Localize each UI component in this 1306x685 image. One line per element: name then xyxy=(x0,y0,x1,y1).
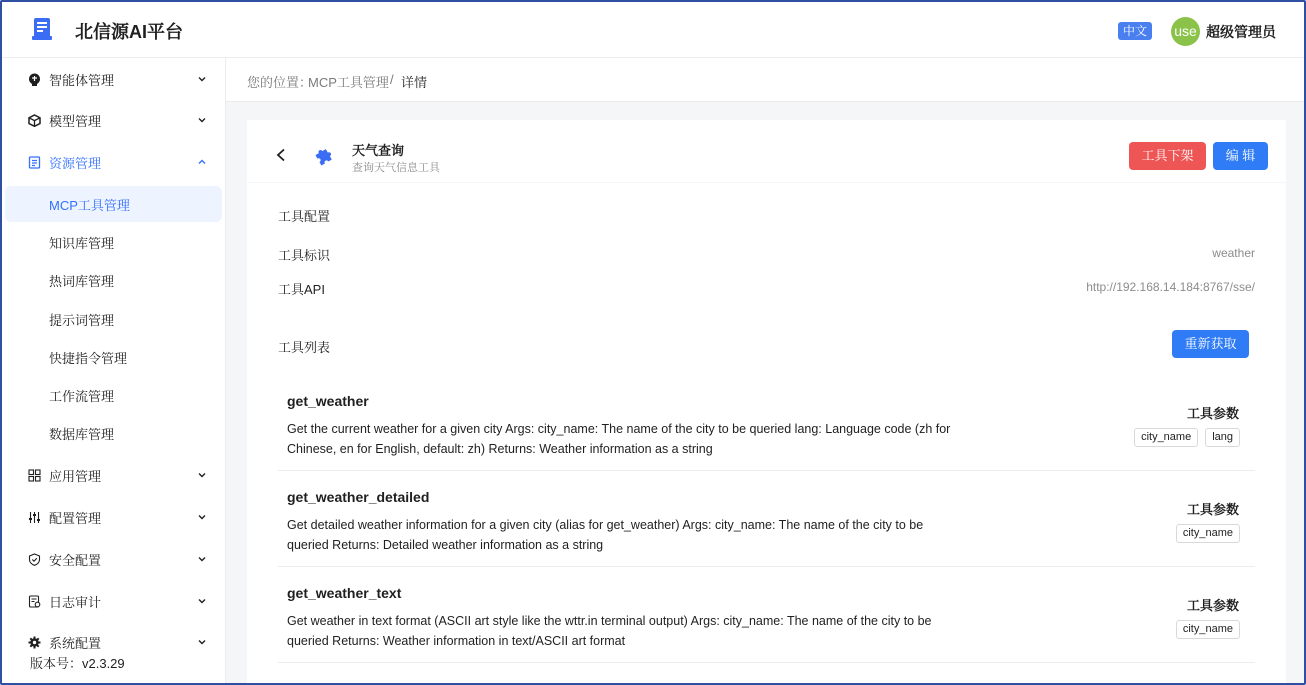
back-arrow-icon[interactable] xyxy=(275,148,287,162)
sidebar-subitem-workflows[interactable] xyxy=(5,377,222,413)
chevron-down-icon xyxy=(197,74,207,84)
avatar[interactable]: use xyxy=(1171,17,1200,46)
tool-params-title: 工具参数 xyxy=(1186,598,1239,613)
config-section-title: 工具配置 xyxy=(278,209,331,224)
sidebar-subitem-label: 快捷指令管理 xyxy=(49,350,128,366)
chevron-down-icon xyxy=(197,470,207,480)
sidebar-item-label: 模型管理 xyxy=(49,113,102,129)
breadcrumb xyxy=(226,58,1304,102)
shield-icon xyxy=(28,553,41,566)
sidebar-subitem-mcp-tools[interactable] xyxy=(5,186,222,222)
tool-params xyxy=(1176,620,1240,639)
brain-icon xyxy=(28,73,41,86)
sidebar-item-label: 智能体管理 xyxy=(49,72,115,88)
sidebar-item-security[interactable] xyxy=(2,540,226,578)
sidebar-item-audit-log[interactable] xyxy=(2,582,226,620)
document-list-icon xyxy=(28,156,41,169)
param-tag: city_name xyxy=(1176,524,1240,543)
sidebar-item-label: 资源管理 xyxy=(49,155,102,171)
sidebar-item-label: 系统配置 xyxy=(49,635,102,651)
sidebar-subitem-label: 知识库管理 xyxy=(49,235,115,251)
tool-api-value: http://192.168.14.184:8767/sse/ xyxy=(1086,280,1255,294)
gear-icon xyxy=(28,636,41,649)
tool-list-item xyxy=(278,471,1255,567)
breadcrumb-prefix: 您的位置： xyxy=(247,75,313,90)
tool-function-description: Get weather in text format (ASCII art style like the wttr.in terminal output) Args: city_name: The name of the city to be queried Returns: Weather information in text/ASCII art format xyxy=(287,614,932,648)
tool-list-item xyxy=(278,567,1255,663)
sidebar-item-agents[interactable] xyxy=(2,60,226,98)
tool-id-value: weather xyxy=(1212,246,1255,260)
sidebar-item-label: 安全配置 xyxy=(49,552,102,568)
tool-function-name: get_weather xyxy=(287,393,369,409)
chevron-down-icon xyxy=(197,115,207,125)
sidebar-item-config[interactable] xyxy=(2,498,226,536)
sidebar-item-label: 应用管理 xyxy=(49,468,102,484)
breadcrumb-current: 详情 xyxy=(401,75,428,90)
tool-function-description: Get the current weather for a given city Args: city_name: The name of the city to be queried lang: Language code (zh for Chinese, en for English, default: zh) Returns: Weather information as a string xyxy=(287,422,951,456)
tool-params xyxy=(1176,524,1240,543)
tool-params-title: 工具参数 xyxy=(1186,406,1239,421)
tool-detail-card xyxy=(247,183,1286,685)
sidebar-subitem-label: 热词库管理 xyxy=(49,273,115,289)
sidebar xyxy=(2,58,226,685)
sidebar-item-label: 配置管理 xyxy=(49,510,102,526)
sidebar-subitem-databases[interactable] xyxy=(5,415,222,451)
sliders-icon xyxy=(28,511,41,524)
tool-list-title: 工具列表 xyxy=(278,340,331,355)
tool-id-label: 工具标识 xyxy=(278,248,331,263)
tool-function-name: get_weather_detailed xyxy=(287,489,430,505)
tool-name: 天气查询 xyxy=(352,143,405,158)
offline-tool-button[interactable]: 工具下架 xyxy=(1129,142,1206,170)
sidebar-item-label: 日志审计 xyxy=(49,594,102,610)
log-icon xyxy=(28,595,41,608)
chevron-down-icon xyxy=(197,512,207,522)
grid-icon xyxy=(28,469,41,482)
tool-params-title: 工具参数 xyxy=(1186,502,1239,517)
top-header xyxy=(2,2,1304,58)
sidebar-item-models[interactable] xyxy=(2,101,226,139)
sidebar-item-apps[interactable] xyxy=(2,456,226,494)
edit-button[interactable]: 编 辑 xyxy=(1213,142,1268,170)
chevron-down-icon xyxy=(197,554,207,564)
sidebar-subitem-shortcuts[interactable] xyxy=(5,339,222,375)
tool-api-label: 工具API xyxy=(278,282,325,297)
chevron-down-icon xyxy=(197,637,207,647)
sidebar-subitem-label: 数据库管理 xyxy=(49,426,115,442)
language-switch[interactable]: 中文 xyxy=(1118,22,1152,40)
sidebar-subitem-label: MCP工具管理 xyxy=(49,197,130,213)
sidebar-subitem-label: 工作流管理 xyxy=(49,388,115,404)
breadcrumb-separator: / xyxy=(390,72,394,87)
tool-header-card xyxy=(247,120,1286,182)
cube-icon xyxy=(28,114,41,127)
tool-function-name: get_weather_text xyxy=(287,585,402,601)
version-label: 版本号：v2.3.29 xyxy=(30,656,125,671)
chevron-up-icon xyxy=(197,157,207,167)
sidebar-subitem-hotwords[interactable] xyxy=(5,262,222,298)
app-title: 北信源AI平台 xyxy=(75,22,183,42)
refetch-button[interactable]: 重新获取 xyxy=(1172,330,1249,358)
sidebar-subitem-prompts[interactable] xyxy=(5,301,222,337)
username[interactable]: 超级管理员 xyxy=(1206,24,1276,40)
param-tag: city_name xyxy=(1134,428,1198,447)
tool-list-item xyxy=(278,383,1255,471)
param-tag: lang xyxy=(1205,428,1240,447)
puzzle-icon xyxy=(313,144,335,166)
tool-params xyxy=(1134,428,1240,447)
sidebar-item-resources[interactable] xyxy=(2,143,226,181)
breadcrumb-parent-link[interactable]: MCP工具管理 xyxy=(308,75,389,90)
chevron-down-icon xyxy=(197,596,207,606)
sidebar-subitem-knowledge-base[interactable] xyxy=(5,224,222,260)
tool-description: 查询天气信息工具 xyxy=(352,162,440,174)
param-tag: city_name xyxy=(1176,620,1240,639)
tool-function-description: Get detailed weather information for a given city (alias for get_weather) Args: city_name: The name of the city to be queried Returns: Detailed weather information as a string xyxy=(287,518,924,552)
sidebar-subitem-label: 提示词管理 xyxy=(49,312,115,328)
logo-icon xyxy=(31,17,53,41)
